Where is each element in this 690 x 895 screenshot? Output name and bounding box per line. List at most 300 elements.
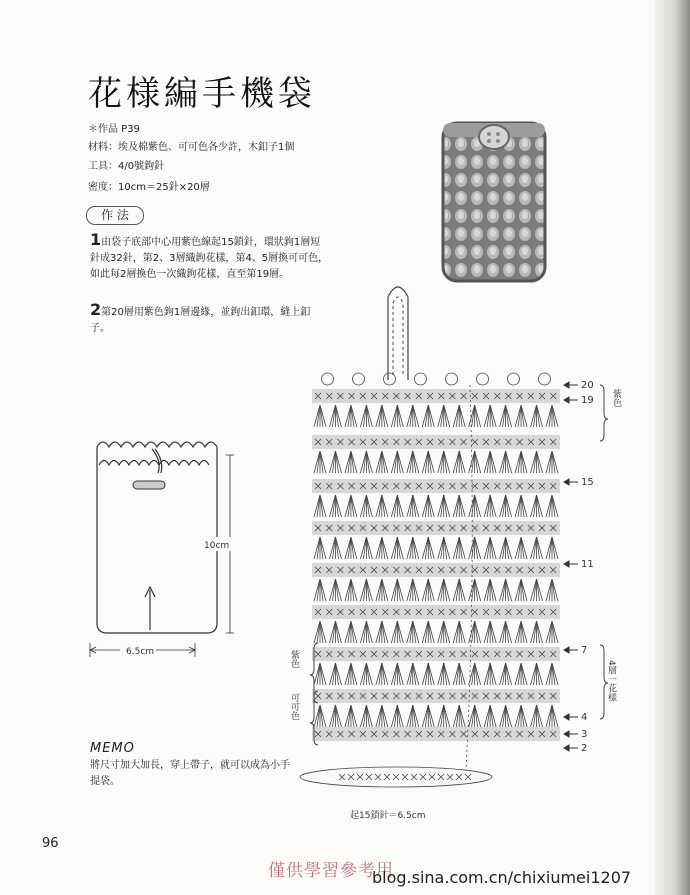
cluster-stitch xyxy=(456,579,459,601)
cluster-stitch xyxy=(490,537,493,559)
picot-stitch xyxy=(446,373,458,385)
cluster-stitch xyxy=(444,579,447,601)
cluster-stitch xyxy=(552,405,555,427)
cluster-stitch xyxy=(546,495,552,517)
cluster-stitch xyxy=(475,495,478,517)
wooden-button-icon xyxy=(479,125,509,149)
cluster-stitch xyxy=(410,495,413,517)
cluster-stitch xyxy=(456,405,459,427)
cluster-stitch xyxy=(444,537,450,559)
cluster-stitch xyxy=(422,495,428,517)
cluster-stitch xyxy=(376,663,382,685)
cluster-stitch xyxy=(475,579,478,601)
cluster-stitch xyxy=(382,495,385,517)
watermark: 僅供學習參考用 xyxy=(268,861,394,881)
cluster-stitch xyxy=(397,451,400,473)
cluster-stitch xyxy=(345,579,351,601)
cluster-stitch xyxy=(534,451,537,473)
cluster-stitch xyxy=(546,405,552,427)
foundation-stitch-mark xyxy=(348,774,354,780)
cluster-stitch xyxy=(397,495,400,517)
cluster-stitch xyxy=(428,579,431,601)
cluster-stitch xyxy=(500,705,506,727)
cluster-stitch xyxy=(351,405,354,427)
cluster-stitch xyxy=(531,537,537,559)
cluster-stitch xyxy=(500,663,506,685)
cluster-stitch xyxy=(490,451,493,473)
cluster-stitch xyxy=(351,451,354,473)
cluster-stitch xyxy=(413,663,419,685)
row-label-11: 11 xyxy=(581,559,594,570)
button-icon xyxy=(133,481,165,489)
cluster-stitch xyxy=(335,705,338,727)
cluster-stitch xyxy=(314,495,320,517)
cluster-stitch xyxy=(518,451,521,473)
cluster-stitch xyxy=(422,579,428,601)
cluster-stitch xyxy=(531,405,537,427)
cluster-stitch xyxy=(410,579,413,601)
cluster-stitch xyxy=(475,705,481,727)
cluster-stitch xyxy=(453,405,459,427)
cluster-stitch xyxy=(391,537,397,559)
cluster-stitch xyxy=(490,663,496,685)
cluster-stitch xyxy=(438,621,444,643)
cluster-stitch xyxy=(444,495,447,517)
cluster-stitch xyxy=(521,537,524,559)
cluster-stitch xyxy=(552,663,555,685)
cluster-stitch xyxy=(521,405,527,427)
cluster-stitch xyxy=(506,663,512,685)
cluster-stitch xyxy=(484,495,490,517)
cluster-stitch xyxy=(537,579,540,601)
cluster-stitch xyxy=(351,495,357,517)
gauge-line: 密度：10cm＝25針×20層 xyxy=(88,182,210,193)
cluster-stitch xyxy=(348,663,351,685)
cluster-stitch xyxy=(314,405,320,427)
cluster-stitch xyxy=(444,621,450,643)
cluster-stitch xyxy=(382,579,388,601)
cluster-stitch xyxy=(469,405,475,427)
cluster-stitch xyxy=(503,705,506,727)
step-1 xyxy=(90,232,330,283)
cluster-stitch xyxy=(487,621,490,643)
cluster-stitch xyxy=(475,579,481,601)
cluster-stitch xyxy=(314,663,320,685)
cluster-stitch xyxy=(366,705,369,727)
cluster-stitch xyxy=(422,621,428,643)
cluster-stitch xyxy=(366,621,369,643)
cluster-stitch xyxy=(360,705,366,727)
cluster-stitch xyxy=(459,621,462,643)
cluster-stitch xyxy=(376,537,382,559)
cluster-stitch xyxy=(320,621,323,643)
cluster-stitch xyxy=(314,451,320,473)
cluster-stitch xyxy=(382,495,388,517)
picot-stitch xyxy=(508,373,520,385)
cluster-stitch xyxy=(425,451,428,473)
cluster-stitch xyxy=(506,705,509,727)
cluster-stitch xyxy=(490,663,493,685)
cluster-stitch xyxy=(348,579,351,601)
cluster-stitch xyxy=(413,495,416,517)
cluster-stitch xyxy=(459,621,465,643)
cluster-stitch xyxy=(552,579,558,601)
cluster-stitch xyxy=(376,579,382,601)
cluster-stitch xyxy=(422,451,428,473)
cluster-stitch xyxy=(363,537,366,559)
cluster-stitch xyxy=(506,495,512,517)
cluster-stitch xyxy=(453,705,459,727)
foundation-stitch-mark xyxy=(447,774,453,780)
cluster-stitch xyxy=(469,705,475,727)
row-label-15: 15 xyxy=(581,477,594,488)
button-loop-inner xyxy=(393,297,403,375)
cluster-stitch xyxy=(441,405,444,427)
cluster-stitch xyxy=(438,405,444,427)
cluster-stitch xyxy=(521,495,524,517)
cluster-stitch xyxy=(320,451,323,473)
cluster-stitch xyxy=(320,405,326,427)
picot-stitch xyxy=(322,373,334,385)
cluster-stitch xyxy=(366,495,372,517)
cluster-stitch xyxy=(521,495,527,517)
cluster-stitch xyxy=(376,705,382,727)
cluster-stitch xyxy=(413,495,419,517)
cluster-stitch xyxy=(456,621,459,643)
cluster-stitch xyxy=(366,621,372,643)
cluster-stitch xyxy=(413,405,416,427)
cluster-stitch xyxy=(335,621,341,643)
cluster-stitch xyxy=(345,495,351,517)
cluster-stitch xyxy=(382,663,385,685)
cluster-stitch xyxy=(425,579,428,601)
cluster-stitch xyxy=(317,663,320,685)
cluster-stitch xyxy=(444,495,450,517)
cluster-stitch xyxy=(487,705,490,727)
cluster-stitch xyxy=(549,537,552,559)
cluster-stitch xyxy=(332,405,335,427)
cluster-stitch xyxy=(503,579,506,601)
cluster-stitch xyxy=(413,705,416,727)
cluster-stitch xyxy=(503,663,506,685)
cluster-stitch xyxy=(456,663,459,685)
crochet-chart xyxy=(289,275,640,835)
cluster-stitch xyxy=(506,405,512,427)
cluster-stitch xyxy=(366,451,372,473)
row-label-2: 2 xyxy=(581,743,588,754)
cluster-stitch xyxy=(490,495,496,517)
repeat-label: 4層一花樣 xyxy=(606,660,616,702)
cluster-stitch xyxy=(329,537,335,559)
cluster-stitch xyxy=(391,405,397,427)
cluster-stitch xyxy=(552,537,555,559)
cluster-stitch xyxy=(348,495,351,517)
cluster-stitch xyxy=(407,579,413,601)
cluster-stitch xyxy=(444,405,450,427)
cluster-stitch xyxy=(549,705,552,727)
shaded-row xyxy=(312,689,560,703)
cluster-stitch xyxy=(360,579,366,601)
cluster-stitch xyxy=(345,451,351,473)
cluster-stitch xyxy=(503,621,506,643)
cluster-stitch xyxy=(549,621,552,643)
step-2-number: 2 xyxy=(90,300,102,319)
work-reference: ＊作品 P39 xyxy=(88,124,140,135)
foundation-stitch-mark xyxy=(339,774,345,780)
cluster-stitch xyxy=(503,451,506,473)
cluster-stitch xyxy=(351,405,357,427)
cluster-stitch xyxy=(484,621,490,643)
cluster-stitch xyxy=(345,405,351,427)
cluster-stitch xyxy=(453,579,459,601)
cluster-stitch xyxy=(413,451,419,473)
cluster-stitch xyxy=(537,621,543,643)
cluster-stitch xyxy=(332,579,335,601)
cluster-stitch xyxy=(472,663,475,685)
cluster-stitch xyxy=(351,451,357,473)
cluster-stitch xyxy=(487,495,490,517)
shaded-row xyxy=(312,521,560,535)
cluster-stitch xyxy=(490,579,496,601)
cluster-stitch xyxy=(534,495,537,517)
cluster-stitch xyxy=(490,705,496,727)
cluster-stitch xyxy=(506,495,509,517)
cluster-stitch xyxy=(413,579,419,601)
cluster-stitch xyxy=(537,405,540,427)
cluster-stitch xyxy=(345,537,351,559)
cluster-stitch xyxy=(335,621,338,643)
cluster-stitch xyxy=(329,663,335,685)
cluster-stitch xyxy=(438,495,444,517)
cluster-stitch xyxy=(382,451,388,473)
cluster-stitch xyxy=(363,579,366,601)
foundation-stitch-mark xyxy=(420,774,426,780)
cluster-stitch xyxy=(413,451,416,473)
cluster-stitch xyxy=(335,663,338,685)
cluster-stitch xyxy=(441,537,444,559)
cluster-stitch xyxy=(521,579,527,601)
cluster-stitch xyxy=(320,663,326,685)
cluster-stitch xyxy=(441,705,444,727)
cluster-stitch xyxy=(531,621,537,643)
cluster-stitch xyxy=(552,705,558,727)
cluster-stitch xyxy=(351,579,357,601)
cluster-stitch xyxy=(506,705,512,727)
cluster-stitch xyxy=(379,621,382,643)
cluster-stitch xyxy=(360,621,366,643)
cluster-stitch xyxy=(407,705,413,727)
cluster-stitch xyxy=(428,579,434,601)
cluster-stitch xyxy=(335,663,341,685)
cluster-stitch xyxy=(472,451,475,473)
cluster-stitch xyxy=(521,621,527,643)
cluster-stitch xyxy=(428,705,434,727)
cluster-stitch xyxy=(487,579,490,601)
cluster-stitch xyxy=(376,451,382,473)
cluster-stitch xyxy=(382,705,385,727)
cluster-stitch xyxy=(332,495,335,517)
cluster-stitch xyxy=(487,663,490,685)
row-label-3: 3 xyxy=(581,729,588,740)
cluster-stitch xyxy=(500,579,506,601)
foundation-stitch-mark xyxy=(375,774,381,780)
materials-line: 材料：埃及棉紫色、可可色各少許，木釦子1個 xyxy=(88,142,295,153)
cluster-stitch xyxy=(475,537,478,559)
cluster-stitch xyxy=(518,537,521,559)
cluster-stitch xyxy=(438,451,444,473)
cluster-stitch xyxy=(366,537,372,559)
cluster-stitch xyxy=(549,579,552,601)
cluster-stitch xyxy=(382,537,388,559)
cluster-stitch xyxy=(459,537,462,559)
cluster-stitch xyxy=(363,405,366,427)
cluster-stitch xyxy=(366,495,369,517)
cluster-stitch xyxy=(428,405,431,427)
cluster-stitch xyxy=(329,579,335,601)
cluster-stitch xyxy=(546,621,552,643)
cluster-stitch xyxy=(425,663,428,685)
cluster-stitch xyxy=(506,451,512,473)
cluster-stitch xyxy=(422,405,428,427)
cluster-stitch xyxy=(351,705,354,727)
cluster-stitch xyxy=(506,579,512,601)
cluster-stitch xyxy=(531,495,537,517)
cluster-stitch xyxy=(320,705,323,727)
cluster-stitch xyxy=(382,405,385,427)
cluster-stitch xyxy=(397,495,403,517)
cluster-stitch xyxy=(534,579,537,601)
cluster-stitch xyxy=(518,495,521,517)
page-edge-shadow xyxy=(654,0,690,895)
cluster-stitch xyxy=(552,705,555,727)
color-purple-top: 紫色 xyxy=(611,389,621,407)
cluster-stitch xyxy=(456,451,459,473)
cluster-stitch xyxy=(320,579,323,601)
cluster-stitch xyxy=(438,663,444,685)
cluster-stitch xyxy=(537,451,540,473)
cluster-stitch xyxy=(546,705,552,727)
cluster-stitch xyxy=(363,495,366,517)
cluster-stitch xyxy=(428,705,431,727)
cluster-stitch xyxy=(537,663,540,685)
cluster-stitch xyxy=(351,579,354,601)
cluster-stitch xyxy=(317,405,320,427)
cluster-stitch xyxy=(484,405,490,427)
shaded-row xyxy=(312,435,560,449)
foundation-stitch-mark xyxy=(465,774,471,780)
cluster-stitch xyxy=(475,705,478,727)
cluster-stitch xyxy=(518,405,521,427)
row-label-4: 4 xyxy=(581,712,588,723)
cluster-stitch xyxy=(366,579,372,601)
cluster-stitch xyxy=(397,537,403,559)
cluster-stitch xyxy=(552,621,558,643)
cluster-stitch xyxy=(441,663,444,685)
foundation-label: 起15鎖針＝6.5cm xyxy=(350,811,426,821)
cluster-stitch xyxy=(314,537,320,559)
cluster-stitch xyxy=(382,405,388,427)
foundation-stitch-mark xyxy=(393,774,399,780)
cluster-stitch xyxy=(552,663,558,685)
cluster-stitch xyxy=(456,495,459,517)
cluster-stitch xyxy=(459,451,462,473)
cluster-stitch xyxy=(500,495,506,517)
cluster-stitch xyxy=(537,451,543,473)
cluster-stitch xyxy=(363,621,366,643)
cluster-stitch xyxy=(537,495,543,517)
cluster-stitch xyxy=(351,537,357,559)
cluster-stitch xyxy=(552,451,555,473)
cluster-stitch xyxy=(521,621,524,643)
cluster-stitch xyxy=(366,663,372,685)
cluster-stitch xyxy=(518,663,521,685)
cluster-stitch xyxy=(475,621,481,643)
cluster-stitch xyxy=(335,579,338,601)
cluster-stitch xyxy=(382,663,388,685)
cluster-stitch xyxy=(413,663,416,685)
memo-text: 將尺寸加大加長，穿上帶子，就可以成為小手提袋。 xyxy=(90,760,290,787)
row-label-7: 7 xyxy=(581,645,588,656)
cluster-stitch xyxy=(490,537,496,559)
cluster-stitch xyxy=(469,451,475,473)
foundation-stitch-mark xyxy=(438,774,444,780)
cluster-stitch xyxy=(521,705,524,727)
cluster-stitch xyxy=(317,451,320,473)
cluster-stitch xyxy=(456,705,459,727)
cluster-stitch xyxy=(521,451,524,473)
cluster-stitch xyxy=(490,705,493,727)
cluster-stitch xyxy=(425,705,428,727)
cluster-stitch xyxy=(441,579,444,601)
cluster-stitch xyxy=(366,663,369,685)
shaded-row xyxy=(312,563,560,577)
cluster-stitch xyxy=(534,705,537,727)
cluster-stitch xyxy=(475,663,481,685)
cluster-stitch xyxy=(521,537,527,559)
cluster-stitch xyxy=(407,663,413,685)
cluster-stitch xyxy=(428,621,431,643)
shaded-row xyxy=(312,605,560,619)
cluster-stitch xyxy=(397,537,400,559)
cluster-stitch xyxy=(515,405,521,427)
cluster-stitch xyxy=(332,451,335,473)
cluster-stitch xyxy=(317,621,320,643)
cluster-stitch xyxy=(335,579,341,601)
cluster-stitch xyxy=(397,621,403,643)
cluster-stitch xyxy=(351,495,354,517)
cluster-stitch xyxy=(422,705,428,727)
cluster-stitch xyxy=(382,451,385,473)
cluster-stitch xyxy=(537,705,543,727)
cluster-stitch xyxy=(521,451,527,473)
cluster-stitch xyxy=(335,495,338,517)
cluster-stitch xyxy=(444,579,450,601)
foundation-stitch-mark xyxy=(402,774,408,780)
cluster-stitch xyxy=(459,663,462,685)
cluster-stitch xyxy=(441,495,444,517)
cluster-stitch xyxy=(521,663,524,685)
cluster-stitch xyxy=(552,495,555,517)
cluster-stitch xyxy=(413,537,416,559)
cluster-stitch xyxy=(515,537,521,559)
cluster-stitch xyxy=(335,405,338,427)
cluster-stitch xyxy=(320,705,326,727)
cluster-stitch xyxy=(549,663,552,685)
cluster-stitch xyxy=(444,663,450,685)
cluster-stitch xyxy=(515,705,521,727)
cluster-stitch xyxy=(441,451,444,473)
cluster-stitch xyxy=(546,579,552,601)
